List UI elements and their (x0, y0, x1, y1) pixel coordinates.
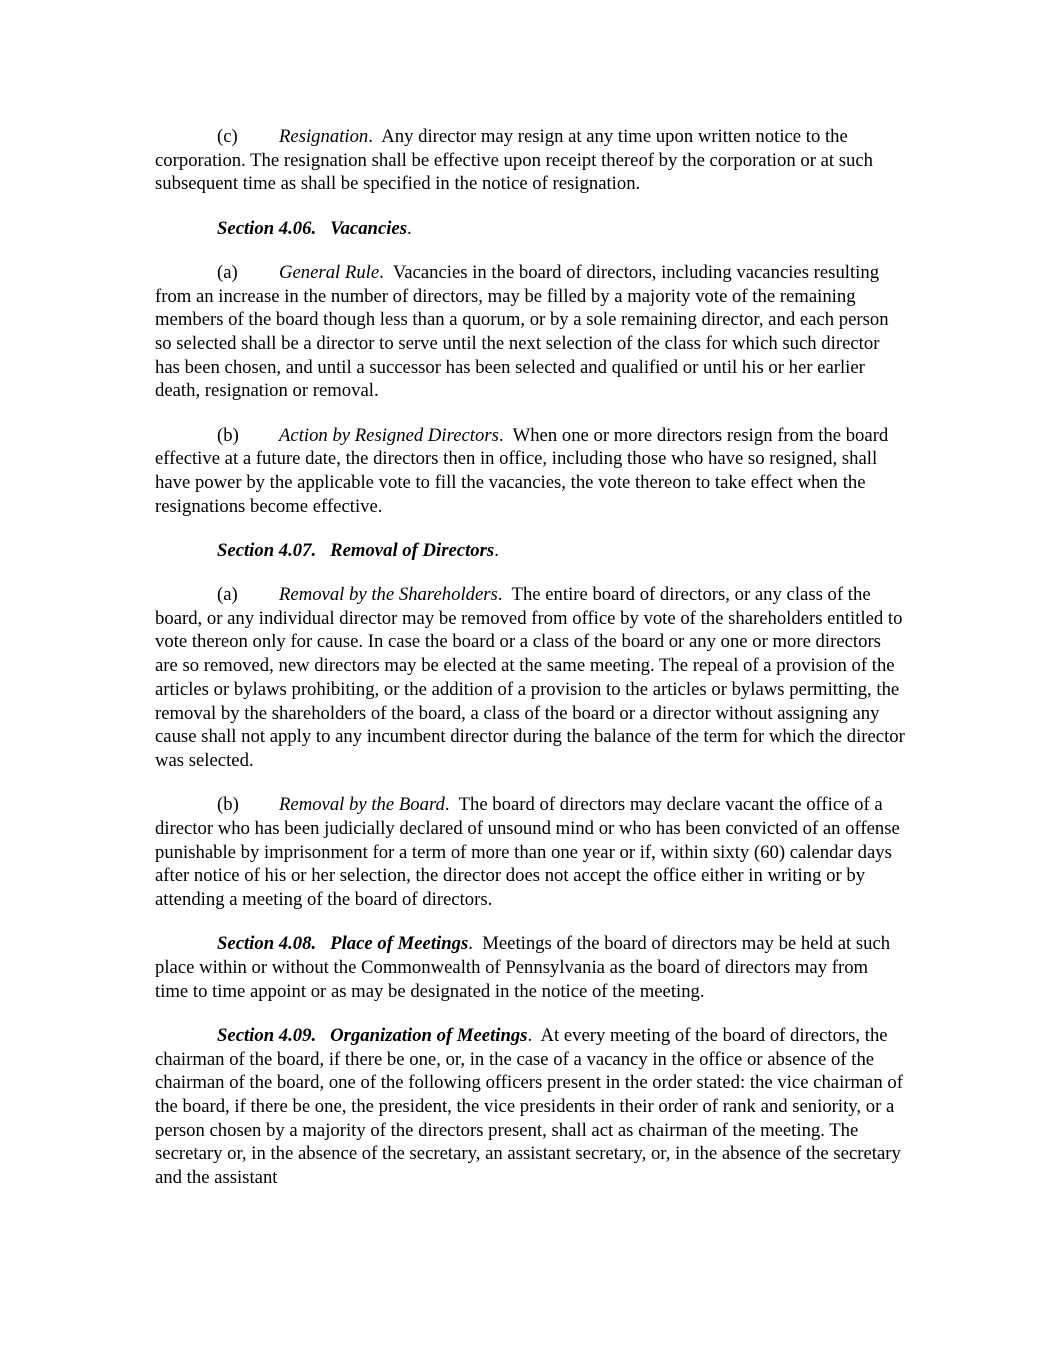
paragraph-heading: General Rule (279, 261, 380, 283)
paragraph-removal-by-board: (b) Removal by the Board. The board of directors may declare vacant the office of a director who has been judicially declared of unsound mind or who has been convicted of an offense punishable by imprisonment for a term of more than one year or if, within sixty (60) calendar days after notice of his or her selection, the director does not accept the office either in writing or by attending a meeting of the board of directors. (155, 794, 900, 910)
paragraph-action-by-resigned-directors: (b) Action by Resigned Directors. When one or more directors resign from the board effective at a future date, the directors then in office, including those who have so resigned, shall have power by the applicable vote to fill the vacancies, the vote thereon to take effect when the resignations become effective. (155, 424, 889, 517)
section-title: Vacancies (330, 217, 407, 239)
section-heading-4-06: Section 4.06. Vacancies. (217, 217, 412, 239)
section-title: Place of Meetings (330, 933, 469, 955)
paragraph-heading: Removal by the Board (279, 794, 445, 816)
paragraph-heading: Removal by the Shareholders (279, 584, 498, 606)
paragraph-text: The entire board of directors, or any class of the board, or any individual director may be removed from office by vote of the shareholders entitled to vote thereon only for cause. In case the board or a class of the board or any one or more directors are so removed, new directors may be elected at the same meeting. The repeal of a provision of the articles or bylaws prohibiting, or the addition of a provision to the articles or bylaws permitting, the removal by the shareholders of the board, a class of the board or a director without assigning any cause shall not apply to any incumbent director during the balance of the term for which the director was selected. (155, 584, 905, 771)
section-number: Section 4.07. (217, 539, 317, 561)
paragraph-text: Meetings of the board of directors may be held at such place within or without the Commonwealth of Pennsylvania as the board of directors may from time to time appoint or as may be designated in the notice of the meeting. (155, 933, 891, 1002)
section-4-08-place-of-meetings: Section 4.08. Place of Meetings. Meetings of the board of directors may be held at such place within or without the Commonwealth of Pennsylvania as the board of directors may from time to time appoint or as may be designated in the notice of the meeting. (155, 933, 891, 1002)
section-heading-4-07: Section 4.07. Removal of Directors. (217, 539, 499, 561)
section-number: Section 4.08. (217, 933, 317, 955)
paragraph-text: Vacancies in the board of directors, including vacancies resulting from an increase in the number of directors, may be filled by a majority vote of the remaining members of the board though less than a quorum, or by a sole remaining director, and each person so selected shall be a director to serve until the next selection of the class for which such director has been chosen, and until a successor has been selected and qualified or until his or her earlier death, resignation or removal. (155, 261, 889, 402)
section-number: Section 4.09. (217, 1024, 317, 1046)
section-number: Section 4.06. (217, 217, 317, 239)
paragraph-heading: Action by Resigned Directors (279, 424, 499, 446)
paragraph-label: (a) (217, 584, 238, 606)
paragraph-heading: Resignation (279, 126, 369, 147)
paragraph-label: (c) (217, 126, 238, 147)
paragraph-text: The board of directors may declare vacant the office of a director who has been judicially declared of unsound mind or who has been convicted of an offense punishable by imprisonment for a term of more than one year or if, within sixty (60) calendar days after notice of his or her selection, the director does not accept the office either in writing or by attending a meeting of the board of directors. (155, 794, 900, 910)
paragraph-resignation: (c) Resignation. Any director may resign at any time upon written notice to the corporation. The resignation shall be effective upon receipt thereof by the corporation or at such subsequent time as shall be specified in the notice of resignation. (155, 126, 873, 195)
paragraph-label: (b) (217, 424, 239, 446)
section-4-09-organization-of-meetings: Section 4.09. Organization of Meetings. At every meeting of the board of directors, the chairman of the board, if there be one, or, in the case of a vacancy in the office or absence of the chairman of the board, one of the following officers present in the order stated: the vice chairman of the board, if there be one, the president, the vice presidents in their order of rank and seniority, or a person chosen by a majority of the directors present, shall act as chairman of the meeting. The secretary or, in the absence of the secretary, an assistant secretary, or, in the absence of the secretary and the assistant (155, 1024, 903, 1189)
paragraph-text: At every meeting of the board of directors, the chairman of the board, if there be one, or, in the case of a vacancy in the office or absence of the chairman of the board, one of the following officers present in the order stated: the vice chairman of the board, if there be one, the president, the vice presidents in their order of rank and seniority, or a person chosen by a majority of the directors present, shall act as chairman of the meeting. The secretary or, in the absence of the secretary, an assistant secretary, or, in the absence of the secretary and the assistant (155, 1024, 903, 1189)
paragraph-label: (b) (217, 794, 239, 816)
document-body (155, 125, 905, 1210)
paragraph-text: Any director may resign at any time upon written notice to the corporation. The resignation shall be effective upon receipt thereof by the corporation or at such subsequent time as shall be specified in the notice of resignation. (155, 126, 873, 195)
section-title: Organization of Meetings (330, 1024, 528, 1046)
paragraph-label: (a) (217, 261, 238, 283)
section-title: Removal of Directors (330, 539, 495, 561)
paragraph-removal-by-shareholders: (a) Removal by the Shareholders. The entire board of directors, or any class of the board, or any individual director may be removed from office by vote of the shareholders entitled to vote thereon only for cause. In case the board or a class of the board or any one or more directors are so removed, new directors may be elected at the same meeting. The repeal of a provision of the articles or bylaws prohibiting, or the addition of a provision to the articles or bylaws permitting, the removal by the shareholders of the board, a class of the board or a director without assigning any cause shall not apply to any incumbent director during the balance of the term for which the director was selected. (155, 584, 905, 771)
paragraph-general-rule: (a) General Rule. Vacancies in the board of directors, including vacancies resulting from an increase in the number of directors, may be filled by a majority vote of the remaining members of the board though less than a quorum, or by a sole remaining director, and each person so selected shall be a director to serve until the next selection of the class for which such director has been chosen, and until a successor has been selected and qualified or until his or her earlier death, resignation or removal. (155, 261, 889, 402)
paragraph-text: When one or more directors resign from the board effective at a future date, the directors then in office, including those who have so resigned, shall have power by the applicable vote to fill the vacancies, the vote thereon to take effect when the resignations become effective. (155, 424, 889, 517)
